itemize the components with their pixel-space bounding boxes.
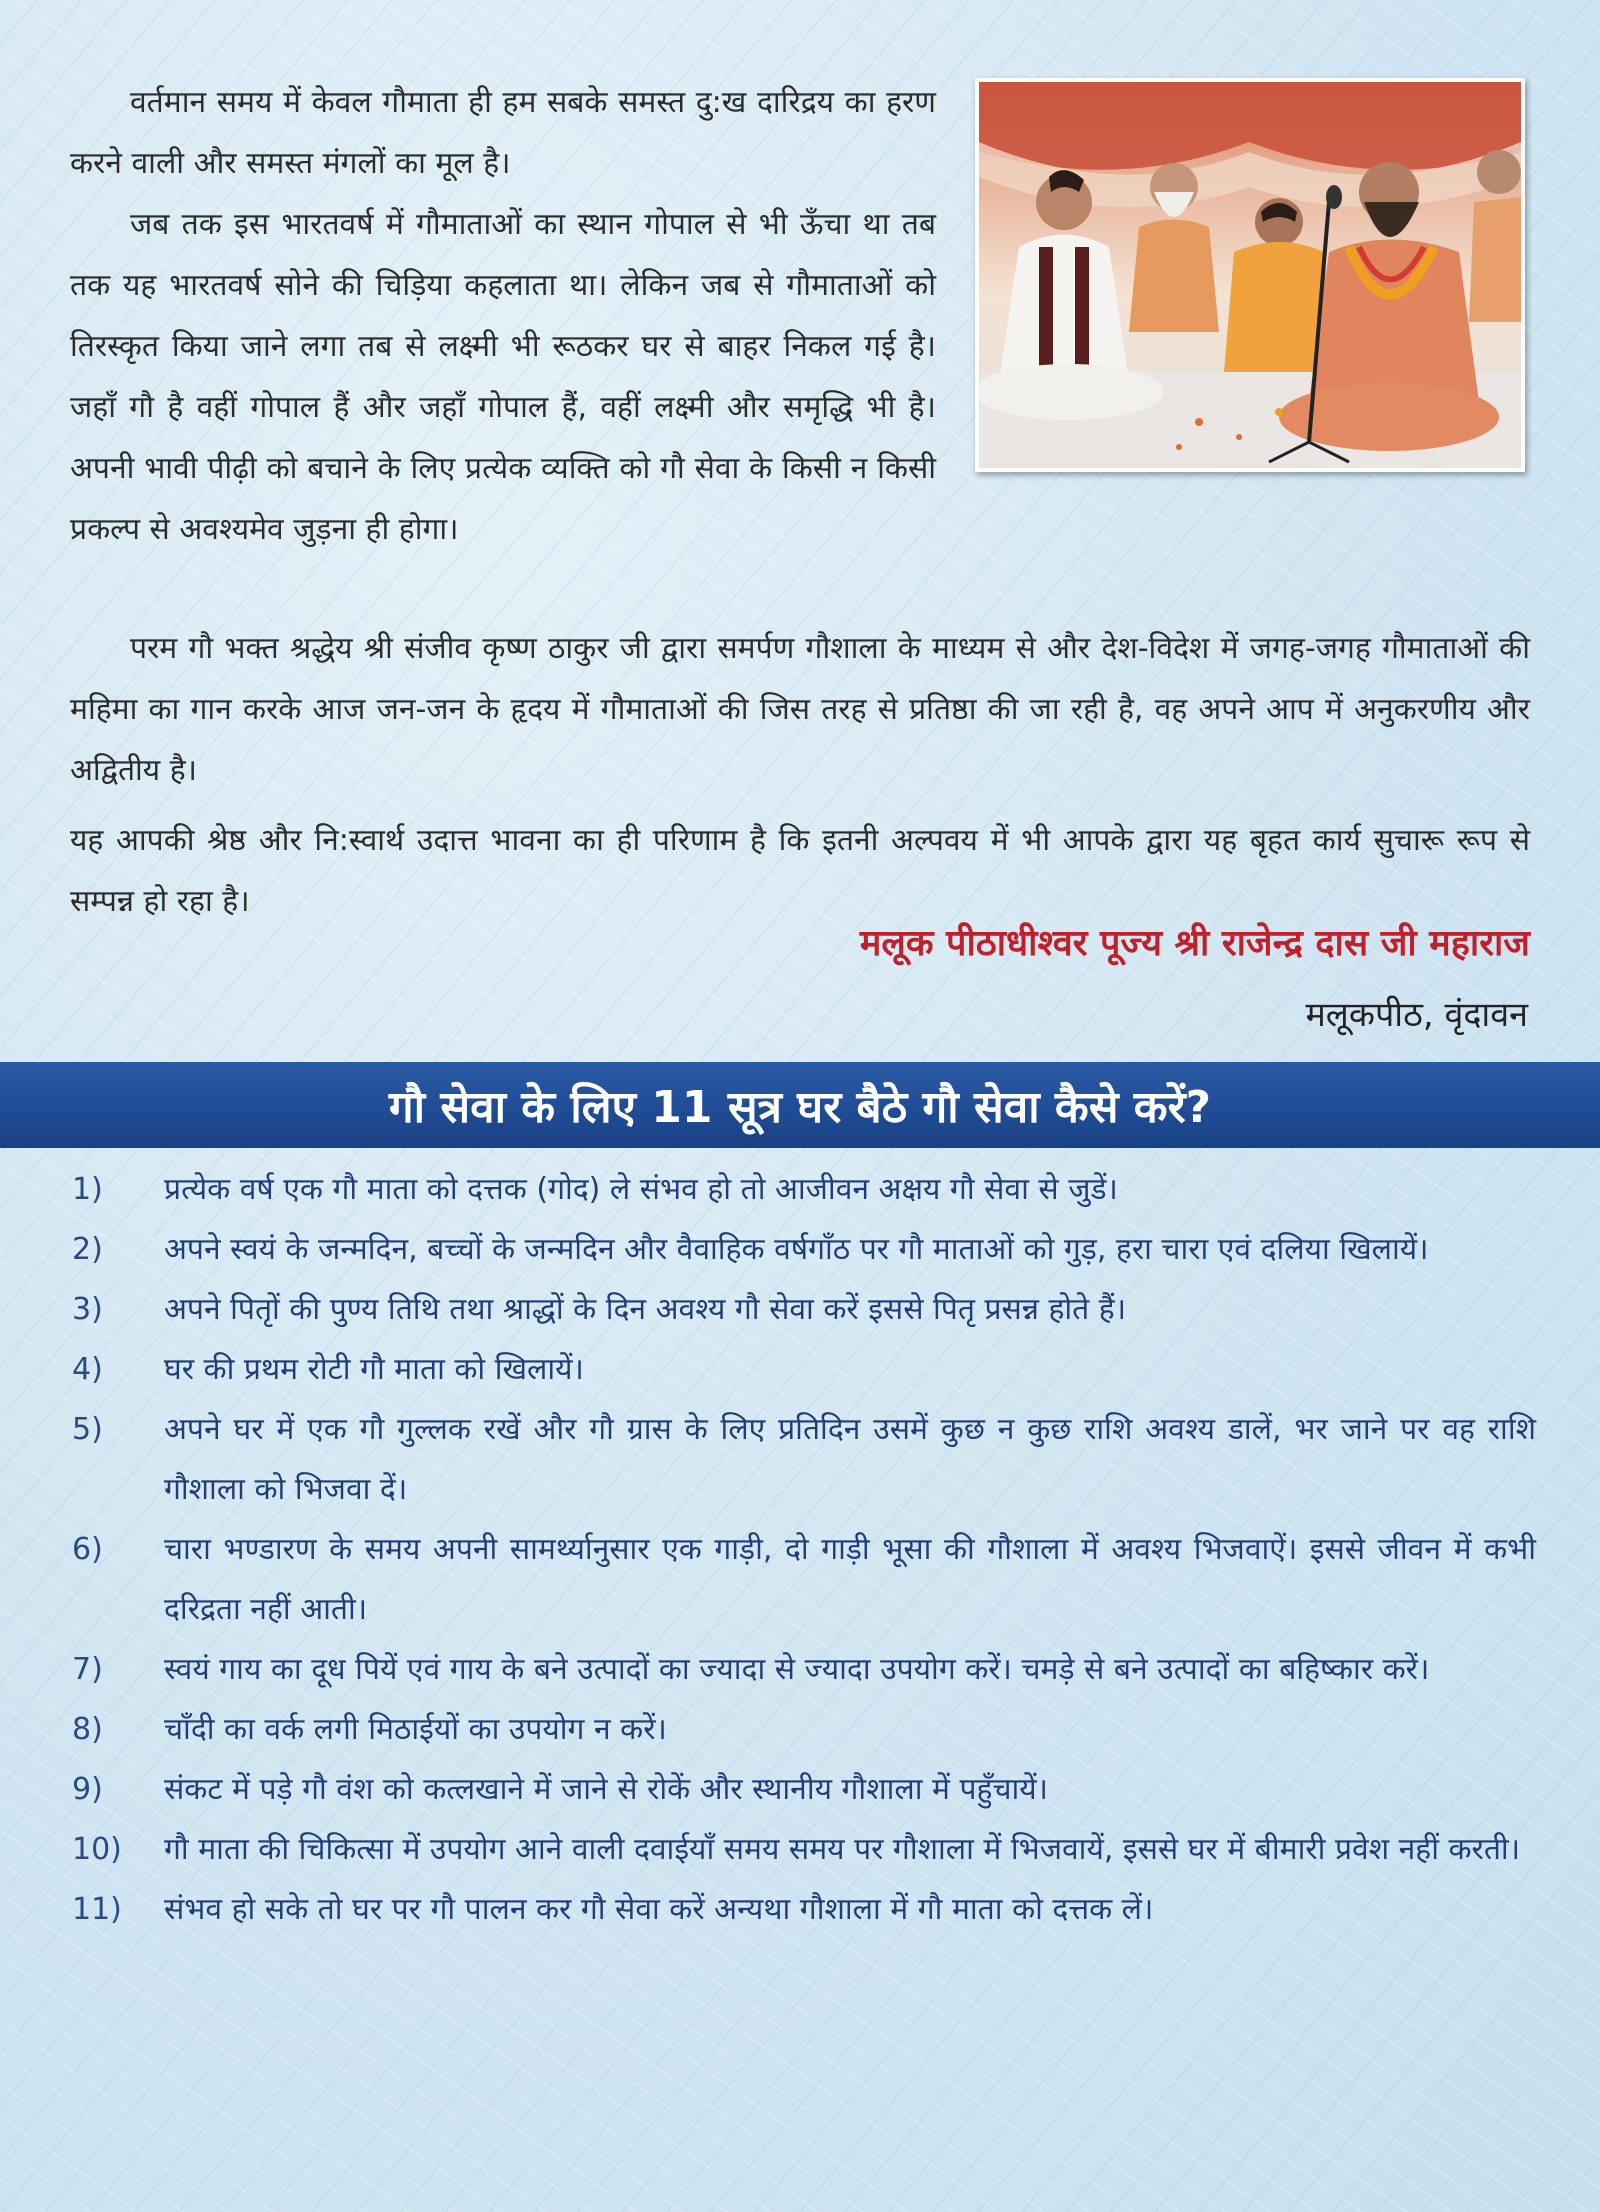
sutra-text: प्रत्येक वर्ष एक गौ माता को दत्तक (गोद) ले संभव हो तो आजीवन अक्षय गौ सेवा से जुडें।: [164, 1172, 1118, 1207]
sutra-text: अपने घर में एक गौ गुल्लक रखें और गौ ग्रास के लिए प्रतिदिन उसमें कुछ न कुछ राशि अवश्य डालें, भर जाने पर वह राशि गौशाला को भिजवा दें।: [164, 1412, 1536, 1507]
sutra-number: 5): [72, 1412, 103, 1447]
section-banner: [0, 1062, 1600, 1148]
sutra-text: संभव हो सके तो घर पर गौ पालन कर गौ सेवा करें अन्यथा गौशाला में गौ माता को दत्तक लें।: [164, 1892, 1154, 1927]
list-item: [66, 1280, 1536, 1340]
sutra-number: 11): [72, 1892, 122, 1927]
list-item: [66, 1340, 1536, 1400]
intro-paragraph-3: परम गौ भक्त श्रद्धेय श्री संजीव कृष्ण ठाकुर जी द्वारा समर्पण गौशाला के माध्यम से और देश-विदेश में जगह-जगह गौमाताओं की महिमा का गान करके आज जन-जन के हृदय में गौमाताओं की जिस तरह से प्रतिष्ठा की जा रही है, वह अपने आप में अनुकरणीय और अद्वितीय है।: [70, 631, 1530, 788]
sutra-text: गौ माता की चिकित्सा में उपयोग आने वाली दवाईयाँ समय समय पर गौशाला में भिजवायें, इससे घर में बीमारी प्रवेश नहीं करती।: [164, 1832, 1521, 1867]
sutra-text: स्वयं गाय का दूध पियें एवं गाय के बने उत्पादों का ज्यादा से ज्यादा उपयोग करें। चमड़े से बने उत्पादों का बहिष्कार करें।: [164, 1652, 1430, 1687]
list-item: [66, 1220, 1536, 1280]
signature-place: मलूकपीठ, वृंदावन: [1305, 995, 1528, 1035]
sutra-text: चाँदी का वर्क लगी मिठाईयों का उपयोग न करें।: [164, 1712, 667, 1747]
saints-photo: [975, 78, 1525, 472]
intro-paragraph-2: जब तक इस भारतवर्ष में गौमाताओं का स्थान गोपाल से भी ऊँचा था तब तक यह भारतवर्ष सोने की चिड़िया कहलाता था। लेकिन जब से गौमाताओं को तिरस्कृत किया जाने लगा तब से लक्ष्मी भी रूठकर घर से बाहर निकल गई है। जहाँ गौ है वहीं गोपाल हैं और जहाँ गोपाल हैं, वहीं लक्ष्मी और समृद्धि भी है। अपनी भावी पीढ़ी को बचाने के लिए प्रत्येक व्यक्ति को गौ सेवा के किसी न किसी प्रकल्प से अवश्यमेव जुड़ना ही होगा।: [70, 207, 936, 547]
sutra-number: 2): [72, 1232, 103, 1267]
list-item: [66, 1760, 1536, 1820]
list-item: [66, 1520, 1536, 1640]
banner-title: गौ सेवा के लिए 11 सूत्र घर बैठे गौ सेवा कैसे करें?: [388, 1082, 1212, 1133]
sutra-number: 8): [72, 1712, 103, 1747]
sutra-text: संकट में पड़े गौ वंश को कत्लखाने में जाने से रोकें और स्थानीय गौशाला में पहुँचायें।: [164, 1772, 1049, 1807]
saints-photo-illustration: [979, 82, 1521, 468]
intro-paragraph-4: यह आपकी श्रेष्ठ और नि:स्वार्थ उदात्त भावना का ही परिणाम है कि इतनी अल्पवय में भी आपके द्वारा यह बृहत कार्य सुचारू रूप से सम्पन्न हो रहा है।: [70, 823, 1530, 919]
sutra-text: चारा भण्डारण के समय अपनी सामर्थ्यानुसार एक गाड़ी, दो गाड़ी भूसा की गौशाला में अवश्य भिजवाऐं। इससे जीवन में कभी दरिद्रता नहीं आती।: [164, 1532, 1536, 1627]
intro-paragraph-1: वर्तमान समय में केवल गौमाता ही हम सबके समस्त दु:ख दारिद्रय का हरण करने वाली और समस्त मंगलों का मूल है।: [70, 85, 936, 181]
sutra-text: अपने स्वयं के जन्मदिन, बच्चों के जन्मदिन और वैवाहिक वर्षगाँठ पर गौ माताओं को गुड़, हरा चारा एवं दलिया खिलायें।: [164, 1232, 1429, 1267]
sutra-number: 7): [72, 1652, 103, 1687]
list-item: [66, 1700, 1536, 1760]
sutra-number: 4): [72, 1352, 103, 1387]
sutra-number: 9): [72, 1772, 103, 1807]
list-item: [66, 1640, 1536, 1700]
sutra-text: अपने पितृों की पुण्य तिथि तथा श्राद्धों के दिन अवश्य गौ सेवा करें इससे पितृ प्रसन्न होते हैं।: [164, 1292, 1127, 1327]
sutra-list: [66, 1160, 1536, 1940]
sutra-number: 10): [72, 1832, 122, 1867]
sutra-number: 3): [72, 1292, 103, 1327]
list-item: [66, 1880, 1536, 1940]
sutra-number: 1): [72, 1172, 103, 1207]
sutra-text: घर की प्रथम रोटी गौ माता को खिलायें।: [164, 1352, 584, 1387]
list-item: [66, 1820, 1536, 1880]
list-item: [66, 1160, 1536, 1220]
list-item: [66, 1400, 1536, 1520]
signature-name: मलूक पीठाधीश्वर पूज्य श्री राजेन्द्र दास जी महाराज: [859, 923, 1530, 964]
sutra-number: 6): [72, 1532, 103, 1567]
